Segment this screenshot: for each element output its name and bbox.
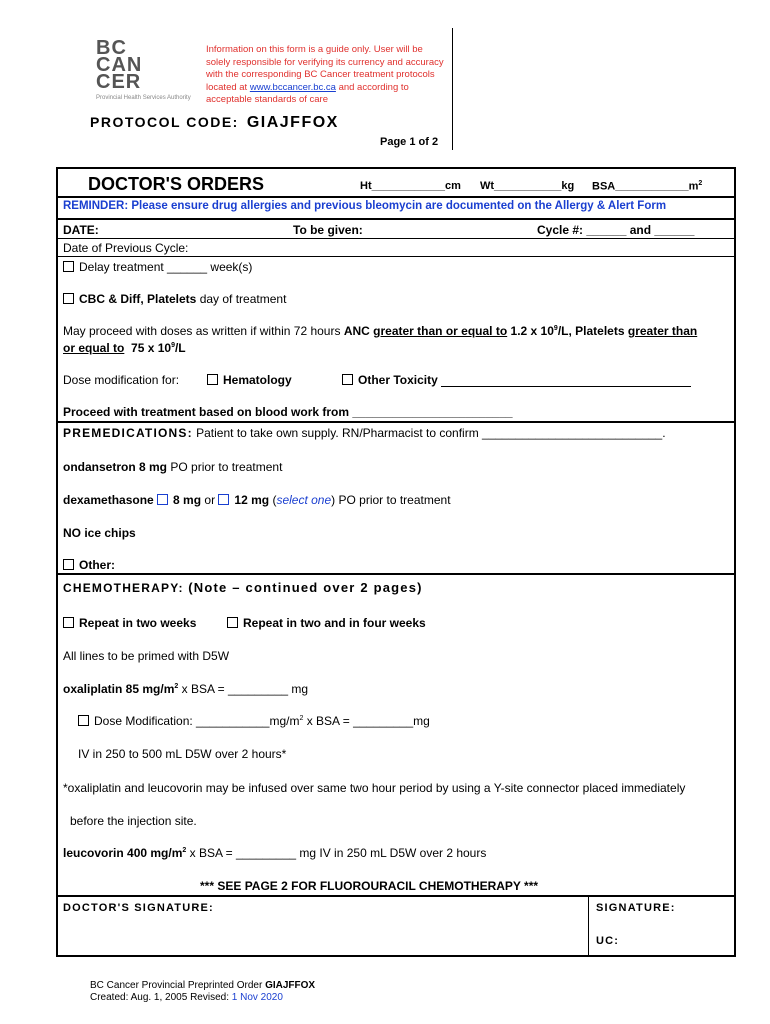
dexamethasone-order (63, 493, 451, 507)
dexa-12mg: 12 mg (234, 493, 270, 507)
footer-text: BC Cancer Provincial Preprinted Order (90, 980, 263, 991)
or-text: or (204, 493, 216, 507)
logo-subtitle: Provincial Health Services Authority (96, 95, 191, 101)
bccancer-link[interactable]: www.bccancer.bc.ca (249, 81, 336, 93)
protocol-label: PROTOCOL CODE: (90, 114, 239, 130)
ondansetron-route: PO prior to treatment (170, 460, 283, 474)
gte-label: greater than or equal to (373, 324, 508, 338)
divider (56, 573, 736, 575)
logo-line-2: CAN (96, 54, 143, 76)
disclaimer (206, 44, 446, 107)
checkbox[interactable] (63, 293, 74, 304)
checkbox[interactable] (78, 715, 89, 726)
divider (56, 895, 736, 897)
bsa-sup: 2 (698, 180, 703, 187)
other-toxicity-label: Other Toxicity (358, 373, 438, 387)
or-equal-to: or equal to (63, 341, 125, 355)
no-ice-chips: NO ice chips (63, 526, 136, 540)
dexa-route: ) PO prior to treatment (331, 493, 451, 507)
sup: 2 (299, 715, 304, 722)
footer-line-2 (90, 992, 315, 1004)
anc-value: 1.2 x 10 (510, 324, 554, 338)
oxaliplatin-order[interactable] (63, 682, 308, 696)
ondansetron-order (63, 460, 282, 474)
chemotherapy-heading (63, 580, 423, 595)
checkbox[interactable] (63, 617, 74, 628)
repeat-two-weeks[interactable] (63, 616, 196, 630)
sup: 2 (182, 847, 187, 854)
platelets-criteria (63, 341, 186, 355)
page-number: Page 1 of 2 (380, 136, 439, 148)
uc-field[interactable]: UC: (596, 935, 620, 947)
dose-modification[interactable] (78, 714, 430, 728)
checkbox[interactable] (63, 261, 74, 272)
cbc-order[interactable] (63, 292, 286, 306)
proceed-criteria (63, 324, 697, 338)
hematology-label: Hematology (223, 373, 292, 387)
weight-field[interactable]: Wt___________kg (480, 180, 575, 192)
divider (56, 196, 736, 198)
infusion-note-cont: before the injection site. (70, 814, 197, 828)
primed-note: All lines to be primed with D5W (63, 649, 230, 663)
to-be-given-field[interactable]: To be given: (293, 223, 363, 237)
cycle-field[interactable]: Cycle #: ______ and ______ (537, 223, 695, 237)
footer-code: GIAJFFOX (265, 980, 316, 991)
chemotherapy-label: CHEMOTHERAPY: (63, 581, 184, 595)
height-field[interactable]: Ht____________cm (360, 180, 461, 192)
leucovorin-calc: x BSA = _________ mg IV in 250 mL D5W over 2 hours (189, 846, 487, 860)
oxaliplatin-dose: oxaliplatin 85 mg/m (63, 682, 175, 696)
repeat-two-four-label: Repeat in two and in four weeks (243, 616, 426, 630)
exponent: 9 (171, 342, 175, 349)
ondansetron-dose: ondansetron 8 mg (63, 460, 168, 474)
doctors-orders-title: DOCTOR'S ORDERS (88, 174, 264, 194)
bsa-field[interactable] (592, 180, 702, 193)
platelet-value: 75 x 10 (131, 341, 172, 355)
anc-label: ANC (343, 324, 370, 338)
chemotherapy-note: (Note – continued over 2 pages) (188, 580, 423, 595)
protocol-code (90, 114, 339, 132)
premedications (63, 426, 666, 440)
sup: 2 (174, 683, 179, 690)
exponent: 9 (553, 325, 558, 332)
dose-modification-label: Dose modification for: (63, 373, 180, 387)
divider (56, 238, 736, 239)
other-toxicity-option[interactable] (342, 373, 691, 387)
delay-label: Delay treatment ______ week(s) (79, 260, 253, 274)
footer-line-1 (90, 980, 315, 992)
bsa-text: BSA____________m (592, 180, 699, 193)
dexamethasone-label: dexamethasone (63, 493, 154, 507)
checkbox[interactable] (157, 494, 168, 505)
checkbox[interactable] (342, 374, 353, 385)
divider (56, 218, 736, 220)
signature-divider (588, 895, 589, 957)
see-page-2: *** SEE PAGE 2 FOR FLUOROURACIL CHEMOTHERAPY *** (200, 879, 539, 893)
checkbox[interactable] (227, 617, 238, 628)
logo-line-3: CER (96, 71, 142, 93)
greater-than: greater than (627, 324, 698, 338)
divider (56, 256, 736, 257)
other-premed[interactable] (63, 558, 115, 572)
select-one: select one (276, 493, 332, 507)
previous-cycle-date[interactable]: Date of Previous Cycle: (63, 241, 189, 255)
delay-treatment[interactable] (63, 260, 252, 274)
infusion-note: *oxaliplatin and leucovorin may be infused over same two hour period by using a Y-site connector placed immediately (63, 781, 686, 795)
paren-open: ( (272, 493, 277, 507)
oxaliplatin-calc: x BSA = _________ mg (181, 682, 309, 696)
checkbox[interactable] (218, 494, 229, 505)
leucovorin-order[interactable] (63, 846, 486, 860)
bc-cancer-logo (96, 37, 206, 101)
revised-date: 1 Nov 2020 (231, 992, 283, 1003)
repeat-two-weeks-label: Repeat in two weeks (79, 616, 197, 630)
leucovorin-dose: leucovorin 400 mg/m (63, 846, 183, 860)
footer (90, 980, 315, 1004)
doctors-signature[interactable]: DOCTOR'S SIGNATURE: (63, 902, 214, 914)
signature-field[interactable]: SIGNATURE: (596, 902, 676, 914)
disclaimer-text-end: and according to acceptable standards of care (206, 81, 409, 105)
dexa-8mg: 8 mg (173, 493, 202, 507)
iv-instructions: IV in 250 to 500 mL D5W over 2 hours* (78, 747, 287, 761)
premedications-text: Patient to take own supply. RN/Pharmacist to confirm ___________________________. (196, 426, 666, 440)
premedications-label: PREMEDICATIONS: (63, 426, 193, 440)
dose-mod-label: Dose Modification: ___________mg/m (94, 714, 300, 728)
checkbox[interactable] (207, 374, 218, 385)
created-date: Created: Aug. 1, 2005 Revised: (90, 992, 229, 1003)
logo-line-1: BC (96, 37, 127, 59)
cbc-rest: day of treatment (199, 292, 287, 306)
disclaimer-text: Information on this form is a guide only. User will be solely responsible for verifying its currency and accuracy with the corresponding BC Cancer treatment protocols located at (206, 44, 444, 93)
hematology-option[interactable] (207, 373, 292, 387)
reminder: REMINDER: Please ensure drug allergies and previous bleomycin are documented on the Allergy & Alert Form (63, 200, 667, 212)
cbc-label: CBC & Diff, Platelets (79, 292, 197, 306)
repeat-two-four-weeks[interactable] (227, 616, 426, 630)
proceed-blood-work[interactable]: Proceed with treatment based on blood work from ________________________ (63, 405, 513, 419)
other-label: Other: (79, 558, 115, 572)
other-toxicity-line[interactable] (441, 386, 691, 387)
dose-mod-calc: x BSA = _________mg (306, 714, 430, 728)
per-liter: /L, Platelets (557, 324, 625, 338)
checkbox[interactable] (63, 559, 74, 570)
proceed-text: May proceed with doses as written if within 72 hours (63, 324, 341, 338)
header-divider (452, 28, 453, 150)
orders-frame (56, 167, 736, 957)
per-liter: /L (174, 341, 186, 355)
protocol-code-value: GIAJFFOX (246, 114, 339, 131)
divider (56, 421, 736, 423)
date-field[interactable]: DATE: (63, 223, 99, 237)
